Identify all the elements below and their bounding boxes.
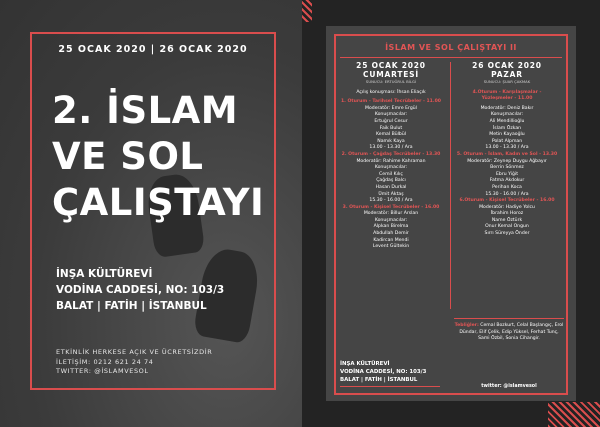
program-line: Levent Gültekin — [372, 244, 410, 250]
session-heading: 1. Oturum - Tarihsel Tecrübeler - 11.00 — [340, 99, 441, 105]
day-two-host: SUNUCU: ŞUAR ÇAKMAK — [483, 79, 531, 84]
program-line: Sırrı Süreyya Önder — [484, 231, 530, 237]
program-line: Ertuğrul Cesur — [374, 118, 408, 124]
program-line: Fatma Akdokur — [489, 178, 525, 184]
day-two-program — [450, 61, 564, 238]
day-two-name: PAZAR — [491, 70, 523, 79]
program-line: Metin Kayaoğlu — [489, 132, 525, 138]
program-line: Namık Kaya — [377, 138, 405, 144]
event-dates: 25 OCAK 2020 | 26 OCAK 2020 — [58, 44, 248, 55]
contributors — [454, 323, 564, 343]
session-heading: 3. Oturum - Kişisel Tecrübeler - 16.00 — [342, 204, 440, 210]
event-title: 2. İSLAM VE SOL ÇALIŞTAYI — [52, 89, 265, 224]
program-line: Ebru Yiğit — [496, 171, 518, 177]
session-heading: 6.Oturum - Kişisel Tecrübeler - 16.00 — [459, 198, 555, 204]
program-line: Polat Alpman — [491, 138, 523, 144]
right-poster — [326, 26, 576, 401]
program-line: Konuşmacılar: — [374, 112, 408, 118]
venue-underline — [340, 386, 440, 387]
program-line: Moderatör: Zeynep Duygu Ağbayır — [467, 158, 547, 164]
program-line: Moderatör: Deniz Bakır — [480, 105, 534, 111]
event-info: ETKİNLİK HERKESE AÇIK VE ÜCRETSİZDİR İLETİŞİM: 0212 621 24 74 TWITTER: @İSLAMVESOL — [56, 348, 213, 375]
day-one-program — [334, 61, 448, 251]
session-heading: 5. Oturum - İslam, Kadın ve Sol - 13.30 — [456, 151, 558, 157]
program-line: Konuşmacılar: — [490, 112, 524, 118]
program-line: Ümit Aktaş — [378, 191, 404, 197]
program-line: Konuşmacılar: — [374, 217, 408, 223]
program-line: Name Öztürk — [491, 217, 523, 223]
venue-address: İNŞA KÜLTÜREVİ VODİNA CADDESİ, NO: 103/3 BALAT | FATİH | İSTANBUL — [56, 268, 225, 312]
program-line: Perihan Koca — [492, 184, 522, 190]
program-line: Konuşmacılar: — [374, 165, 408, 171]
program-line: 15.30 - 16.00 / Ara — [369, 198, 413, 204]
program-line: Abdullah Demir — [373, 231, 409, 237]
day-one-name: CUMARTESİ — [363, 70, 419, 79]
program-line: Moderatör: Hadiye Yolcu — [479, 204, 535, 210]
contributors-divider — [454, 318, 564, 319]
program-line: Kadircan Mendi — [373, 237, 409, 243]
program-line: Moderatör: Emre Ergül — [365, 105, 417, 111]
program-line: Cemil Kılıç — [379, 171, 403, 177]
program-line: 13.00 - 13.30 / Ara — [369, 145, 413, 151]
program-line: Açılış konuşması: İhsan Eliaçık — [356, 89, 426, 95]
program-line: Kemal Bülbül — [375, 132, 407, 138]
right-edge-hatch — [548, 402, 600, 427]
contributors-label: Tebliğler: — [454, 323, 479, 328]
session-heading: Yüzleşmeler - 11.00 — [481, 96, 533, 102]
program-line: Çağdaş Balcı — [376, 178, 406, 184]
program-line: Onur Kemal Ongun — [485, 224, 529, 230]
day-two-date: 26 OCAK 2020 — [472, 61, 542, 70]
right-venue-address: İNŞA KÜLTÜREVİ VODİNA CADDESİ, NO: 103/3 BALAT | FATİH | İSTANBUL — [340, 361, 427, 383]
title-underline — [340, 57, 562, 58]
twitter-handle: twitter: @islamvesol — [481, 384, 537, 389]
program-line: Alpkan Birelma — [373, 224, 409, 230]
program-line: Moderatör: Rahime Kahraman — [356, 158, 426, 164]
program-line: İslam Özkan — [492, 125, 522, 131]
day-one-date: 25 OCAK 2020 — [356, 61, 426, 70]
contributors-list: Cemal Bozkurt, Celal Başlangıç, Erol Dündar, Elif Çelik, Edip Yüksel, Ferhat Tunç, Sami Özbil, Sonia Cihangir. — [459, 323, 564, 342]
session-heading: 4.Oturum - Karşılaşmalar - — [472, 89, 542, 95]
program-line: Berrin Sönmez — [490, 165, 524, 171]
program-line: Moderatör: Billur Arslan — [363, 211, 419, 217]
day-one-host: SUNUCU: ERTUĞRUL BİLGİ — [365, 79, 417, 84]
program-line: 15.30 - 16.00 / Ara — [485, 191, 529, 197]
program-title: İSLAM VE SOL ÇALIŞTAYI II — [385, 43, 517, 52]
program-line: Ali Mendillioğlu — [489, 118, 525, 124]
program-line: İbrahim Horoz — [490, 211, 524, 217]
session-heading: 2. Oturum - Çağdaş Tecrübeler - 13.30 — [341, 151, 441, 157]
program-line: Faik Bulut — [379, 125, 403, 131]
program-line: Hasan Durkal — [375, 184, 407, 190]
program-line: 13.00 - 13.30 / Ara — [485, 145, 529, 151]
